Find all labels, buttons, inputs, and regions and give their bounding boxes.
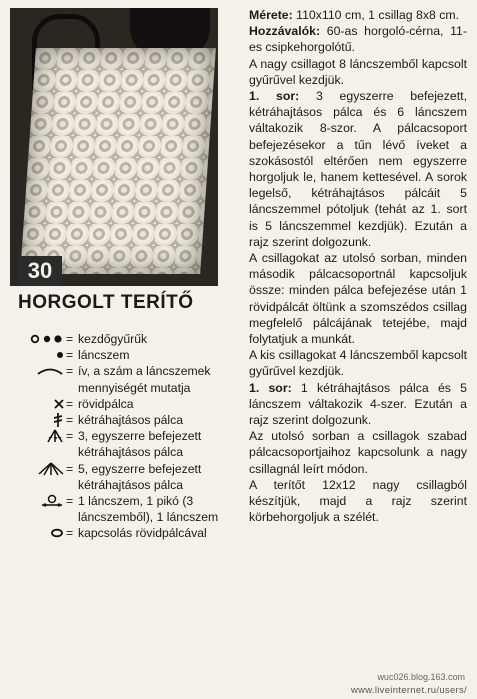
legend-text: ív, a szám a láncszemek mennyiségét mutatja xyxy=(78,364,211,395)
row1b-text: 1 kétráhajtásos pálca és 5 láncszem váltakozik 4-szer. Ezután a rajz szerint dolgozunk. xyxy=(249,380,467,428)
slip-stitch-oval-icon xyxy=(16,525,66,541)
size-paragraph xyxy=(249,7,467,23)
size-label: Mérete: xyxy=(249,8,293,22)
pattern-number-badge: 30 xyxy=(18,256,62,286)
legend-text: 1 láncszem, 1 pikó (3 láncszemből), 1 láncszem xyxy=(78,494,219,525)
intro-large-star: A nagy csillagot 8 láncszemből kapcsolt gyűrűvel kezdjük. xyxy=(249,56,467,87)
picot-icon xyxy=(16,493,66,509)
intro-small-star: A kis csillagokat 4 láncszemből kapcsolt gyűrűvel kezdjük. xyxy=(249,348,467,379)
legend-item: = kétráhajtásos pálca xyxy=(16,412,238,428)
row1b-label: 1. sor: xyxy=(249,380,292,395)
chain-dot-icon xyxy=(16,347,66,363)
legend-text: láncszem xyxy=(78,348,130,363)
legend-text: rövidpálca xyxy=(78,396,134,411)
last-row-paragraph: Az utolsó sorban a csillagok szabad pálcacsoportjaihoz kapcsolunk a nagy csillagnál leírt módon. xyxy=(249,429,467,476)
materials-label: Hozzávalók: xyxy=(249,24,321,39)
join-paragraph: A csillagokat az utolsó sorban, minden második pálcacsoportnál kapcsoljuk össze: minden pálca befejezése után 1 rövidpálcát öltünk a szomszédos csillag megfelelő pálcájának tetejébe, majd folytatjuk a munkát. xyxy=(249,251,467,347)
legend-item: = láncszem xyxy=(16,347,238,363)
legend-text: kapcsolás rövidpálcával xyxy=(78,526,207,541)
legend-item: = 5, egyszerre befejezett kétráhajtásos pálca xyxy=(16,461,238,493)
size-value: 110x110 cm, 1 csillag 8x8 cm. xyxy=(292,8,460,22)
watermark-url: www.liveinternet.ru/users/ xyxy=(350,685,467,696)
materials-value: 60-as horgoló-cérna, 11-es csipkehorgolótű. xyxy=(249,24,467,55)
legend-text: 5, egyszerre befejezett kétráhajtásos pálca xyxy=(78,461,202,492)
cross-icon xyxy=(16,396,66,412)
legend-item: = 1 láncszem, 1 pikó (3 láncszemből), 1 láncszem xyxy=(16,493,238,525)
legend-item: = kezdőgyűrűk xyxy=(16,331,238,347)
starting-ring-dots-icon xyxy=(16,331,66,347)
legend-text: kétráhajtásos pálca xyxy=(78,413,184,428)
legend-item: = ív, a szám a láncszemek mennyiségét mutatja xyxy=(16,363,238,395)
watermark-blog: wuc026.blog.163.com xyxy=(377,672,465,682)
legend-item: = rövidpálca xyxy=(16,396,238,412)
symbol-legend xyxy=(16,331,238,542)
crochet-tablecloth-image xyxy=(20,48,216,274)
legend-item: = 3, egyszerre befejezett kétráhajtásos pálca xyxy=(16,428,238,460)
tablecloth-photo xyxy=(10,8,218,286)
finish-paragraph: A terítőt 12x12 nagy csillagból készítjük, majd a rajz szerint körbehorgoljuk a szélét. xyxy=(249,477,467,525)
five-cluster-icon xyxy=(16,461,66,477)
legend-text: 3, egyszerre befejezett kétráhajtásos pálca xyxy=(78,429,202,460)
arc-icon xyxy=(16,363,66,379)
row1b-paragraph xyxy=(249,380,467,429)
materials-paragraph xyxy=(249,23,467,55)
instructions-column xyxy=(249,7,467,526)
three-cluster-icon xyxy=(16,428,66,444)
legend-item: = kapcsolás rövidpálcával xyxy=(16,525,238,541)
row1-label: 1. sor: xyxy=(249,89,300,104)
pattern-title: HORGOLT TERÍTŐ xyxy=(18,292,194,313)
double-treble-icon xyxy=(16,412,66,428)
row1-paragraph xyxy=(249,88,467,250)
legend-text: kezdőgyűrűk xyxy=(78,332,148,346)
row1-text: 3 egyszerre befejezett, kétráhajtásos pálca és 6 láncszem váltakozik 8-szor. A pálcacsoport befejezésekor a tűn lévő íveket a szokásostól eltérően nem egyszerre horgoljuk le, hanem kettesével. A sorok legelső, kétráhajtásos pálcáit 5 láncszemmel pótoljuk (tehát az 1. sort is 5 láncszemmel kezdjük). Ezután a rajz szerint dolgozunk. xyxy=(249,89,468,249)
